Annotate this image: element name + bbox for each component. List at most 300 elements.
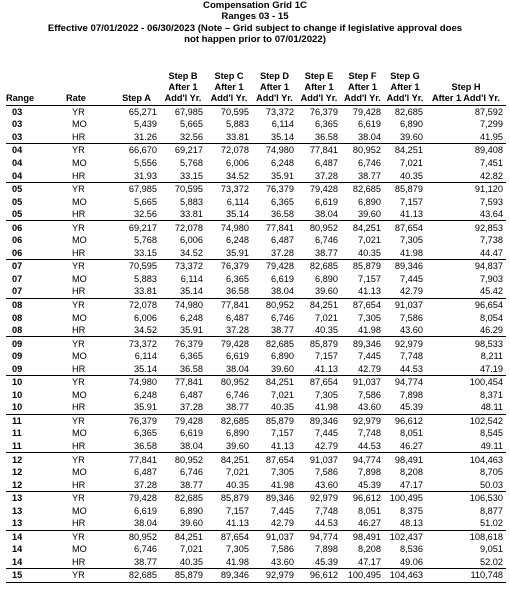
column-header-sublabel: After 1 Add'l Yr. (386, 82, 424, 104)
step-value-cell: 33.15 (113, 247, 160, 260)
step-value-cell: 7,305 (226, 544, 249, 555)
rate-cell: YR (72, 377, 85, 388)
step-value-cell: 41.98 (206, 556, 252, 569)
range-cell: 13 (12, 505, 23, 516)
step-value-cell: 7,748 (315, 505, 338, 516)
step-value-cell: 44.53 (384, 362, 426, 375)
table-row (6, 195, 506, 208)
step-value-cell: 36.58 (252, 208, 297, 221)
column-header-label: Step H (451, 82, 481, 93)
range-cell: 14 (6, 556, 66, 569)
step-value-cell: 79,428 (265, 261, 294, 272)
document-title: Compensation Grid 1C (203, 0, 307, 11)
step-value-cell: 74,980 (128, 377, 157, 388)
table-row (6, 453, 506, 466)
table-row (6, 298, 506, 311)
rate-cell: YR (72, 338, 85, 349)
step-value-cell: 43.60 (341, 401, 384, 414)
column-header-sublabel: After 1 Add'l Yr. (210, 82, 248, 104)
column-header-sublabel: After 1 Add'l Yr. (431, 93, 501, 104)
step-value-cell: 35.91 (206, 247, 252, 260)
step-value-cell: 80,952 (309, 222, 338, 233)
step-value-cell: 92,979 (394, 338, 423, 349)
step-value-cell: 65,271 (128, 106, 157, 117)
step-value-cell: 70,595 (174, 184, 203, 195)
step-value-cell: 94,774 (309, 531, 338, 542)
range-cell: 07 (12, 261, 23, 272)
table-row (6, 273, 506, 286)
step-value-cell: 69,217 (128, 222, 157, 233)
step-value-cell: 7,157 (226, 505, 249, 516)
range-cell: 12 (12, 467, 23, 478)
column-header-sublabel: After 1 Add'l Yr. (256, 82, 293, 104)
step-value-cell: 34.52 (160, 247, 206, 260)
rate-cell: HR (66, 208, 113, 221)
step-value-cell: 42.79 (297, 440, 341, 453)
step-value-cell: 82,685 (220, 415, 249, 426)
step-value-cell: 73,372 (265, 106, 294, 117)
step-value-cell: 38.04 (252, 285, 297, 298)
step-value-cell: 6,890 (315, 273, 338, 284)
rate-cell: YR (72, 415, 85, 426)
step-value-cell: 7,748 (400, 351, 423, 362)
step-value-cell: 7,593 (480, 196, 503, 207)
step-value-cell: 51.02 (426, 517, 506, 530)
step-value-cell: 73,372 (174, 261, 203, 272)
step-value-cell: 46.27 (384, 440, 426, 453)
table-row (6, 440, 506, 453)
table-row (6, 169, 506, 182)
step-value-cell: 66,670 (128, 145, 157, 156)
step-value-cell: 7,305 (400, 235, 423, 246)
step-value-cell: 77,841 (220, 299, 249, 310)
range-cell: 03 (6, 131, 66, 144)
step-value-cell: 91,037 (352, 377, 381, 388)
step-value-cell: 38.04 (206, 362, 252, 375)
step-value-cell: 92,979 (352, 415, 381, 426)
rate-cell: YR (72, 184, 85, 195)
step-value-cell: 7,586 (358, 389, 381, 400)
step-value-cell: 35.14 (252, 131, 297, 144)
step-value-cell: 36.58 (206, 285, 252, 298)
range-cell: 09 (6, 362, 66, 375)
step-value-cell: 87,654 (352, 299, 381, 310)
range-cell: 07 (12, 273, 23, 284)
table-header-row (6, 56, 506, 105)
step-value-cell: 74,980 (265, 145, 294, 156)
table-row (6, 105, 506, 118)
step-value-cell: 82,685 (113, 569, 160, 583)
step-value-cell: 85,879 (394, 184, 423, 195)
table-row (6, 504, 506, 517)
step-value-cell: 6,619 (358, 119, 381, 130)
rate-cell: YR (72, 222, 85, 233)
column-header-label: Step B (168, 70, 198, 81)
step-value-cell: 6,890 (358, 196, 381, 207)
column-header-step (252, 56, 297, 105)
step-value-cell: 8,545 (480, 428, 503, 439)
step-value-cell: 84,251 (220, 454, 249, 465)
step-value-cell: 82,685 (174, 493, 203, 504)
range-cell: 09 (12, 351, 23, 362)
table-row (6, 118, 506, 131)
step-value-cell: 9,051 (480, 544, 503, 555)
table-row (6, 389, 506, 402)
column-header-label: Step C (214, 70, 244, 81)
step-value-cell: 7,738 (480, 235, 503, 246)
step-value-cell: 45.39 (341, 478, 384, 491)
step-value-cell: 6,114 (226, 196, 249, 207)
step-value-cell: 69,217 (174, 145, 203, 156)
step-value-cell: 40.35 (297, 324, 341, 337)
range-cell: 08 (6, 324, 66, 337)
step-value-cell: 6,487 (271, 235, 294, 246)
column-header-rate (66, 56, 113, 105)
step-value-cell: 7,021 (315, 312, 338, 323)
step-value-cell: 42.82 (426, 169, 506, 182)
step-value-cell: 6,746 (358, 157, 381, 168)
rate-cell: YR (72, 299, 85, 310)
step-value-cell: 41.98 (341, 324, 384, 337)
table-row (6, 427, 506, 440)
step-value-cell: 79,428 (309, 184, 338, 195)
range-cell: 10 (12, 389, 23, 400)
step-value-cell: 41.98 (297, 401, 341, 414)
range-cell: 12 (6, 478, 66, 491)
step-value-cell: 67,985 (174, 106, 203, 117)
table-row (6, 491, 506, 504)
rate-cell: YR (72, 531, 85, 542)
rate-cell: MO (72, 505, 87, 516)
step-value-cell: 5,556 (134, 157, 157, 168)
step-value-cell: 94,837 (474, 261, 503, 272)
step-value-cell: 6,746 (134, 544, 157, 555)
step-value-cell: 100,495 (389, 493, 423, 504)
step-value-cell: 42.79 (341, 362, 384, 375)
range-cell: 15 (6, 569, 66, 583)
range-cell: 03 (12, 106, 23, 117)
range-cell: 07 (6, 285, 66, 298)
step-value-cell: 7,445 (315, 428, 338, 439)
range-cell: 14 (12, 544, 23, 555)
step-value-cell: 7,021 (400, 157, 423, 168)
rate-cell: MO (72, 389, 87, 400)
range-cell: 08 (12, 299, 23, 310)
step-value-cell: 76,379 (265, 184, 294, 195)
range-cell: 12 (12, 454, 23, 465)
step-value-cell: 100,454 (469, 377, 503, 388)
step-value-cell: 40.35 (160, 556, 206, 569)
step-value-cell: 32.56 (160, 131, 206, 144)
step-value-cell: 7,305 (271, 467, 294, 478)
step-value-cell: 37.28 (206, 324, 252, 337)
step-value-cell: 45.39 (384, 401, 426, 414)
step-value-cell: 40.35 (384, 169, 426, 182)
table-row (6, 350, 506, 363)
rate-cell: HR (66, 131, 113, 144)
step-value-cell: 96,654 (474, 299, 503, 310)
step-value-cell: 67,985 (128, 184, 157, 195)
step-value-cell: 43.60 (297, 478, 341, 491)
step-value-cell: 46.27 (341, 517, 384, 530)
step-value-cell: 8,705 (480, 467, 503, 478)
step-value-cell: 5,883 (134, 273, 157, 284)
step-value-cell: 89,408 (474, 145, 503, 156)
range-cell: 04 (12, 157, 23, 168)
step-value-cell: 96,612 (394, 415, 423, 426)
step-value-cell: 96,612 (297, 569, 341, 583)
table-row (6, 247, 506, 260)
range-cell: 03 (12, 119, 23, 130)
step-value-cell: 77,841 (309, 145, 338, 156)
table-row (6, 260, 506, 273)
step-value-cell: 33.81 (206, 131, 252, 144)
step-value-cell: 6,487 (134, 467, 157, 478)
rate-cell: MO (72, 312, 87, 323)
step-value-cell: 6,248 (180, 312, 203, 323)
step-value-cell: 6,006 (226, 157, 249, 168)
rate-cell: YR (66, 569, 113, 583)
step-value-cell: 6,006 (134, 312, 157, 323)
step-value-cell: 76,379 (220, 261, 249, 272)
step-value-cell: 80,952 (174, 454, 203, 465)
step-value-cell: 6,890 (226, 428, 249, 439)
rate-cell: MO (72, 351, 87, 362)
range-cell: 05 (12, 196, 23, 207)
step-value-cell: 79,428 (220, 338, 249, 349)
step-value-cell: 84,251 (352, 222, 381, 233)
rate-cell: HR (66, 169, 113, 182)
step-value-cell: 72,078 (174, 222, 203, 233)
table-row (6, 530, 506, 543)
step-value-cell: 7,586 (400, 312, 423, 323)
step-value-cell: 85,879 (265, 415, 294, 426)
step-value-cell: 39.60 (160, 517, 206, 530)
step-value-cell: 84,251 (265, 377, 294, 388)
range-cell: 06 (6, 247, 66, 260)
step-value-cell: 87,592 (474, 106, 503, 117)
range-cell: 06 (12, 235, 23, 246)
step-value-cell: 7,445 (271, 505, 294, 516)
step-value-cell: 100,495 (341, 569, 384, 583)
column-header-label: Rate (66, 93, 86, 104)
step-value-cell: 44.53 (341, 440, 384, 453)
step-value-cell: 104,463 (469, 454, 503, 465)
rate-cell: MO (72, 273, 87, 284)
step-value-cell: 40.35 (341, 247, 384, 260)
step-value-cell: 8,054 (480, 312, 503, 323)
rate-cell: HR (66, 324, 113, 337)
step-value-cell: 35.14 (113, 362, 160, 375)
table-row (6, 517, 506, 530)
step-value-cell: 38.77 (113, 556, 160, 569)
rate-cell: YR (72, 454, 85, 465)
step-value-cell: 38.04 (160, 440, 206, 453)
step-value-cell: 39.60 (341, 208, 384, 221)
range-cell: 08 (12, 312, 23, 323)
step-value-cell: 102,437 (389, 531, 423, 542)
column-header-step (426, 56, 506, 105)
step-value-cell: 87,654 (394, 222, 423, 233)
step-value-cell: 8,375 (400, 505, 423, 516)
step-value-cell: 8,536 (400, 544, 423, 555)
step-value-cell: 110,748 (426, 569, 506, 583)
step-value-cell: 82,685 (352, 184, 381, 195)
step-value-cell: 6,890 (271, 351, 294, 362)
step-value-cell: 6,365 (315, 119, 338, 130)
step-value-cell: 5,883 (180, 196, 203, 207)
step-value-cell: 7,305 (315, 389, 338, 400)
step-value-cell: 82,685 (309, 261, 338, 272)
step-value-cell: 6,746 (180, 467, 203, 478)
step-value-cell: 37.28 (113, 478, 160, 491)
step-value-cell: 6,746 (315, 235, 338, 246)
column-header-step (384, 56, 426, 105)
table-row (6, 208, 506, 221)
step-value-cell: 40.35 (206, 478, 252, 491)
step-value-cell: 76,379 (309, 106, 338, 117)
step-value-cell: 38.04 (113, 517, 160, 530)
rate-cell: HR (66, 478, 113, 491)
step-value-cell: 7,157 (358, 273, 381, 284)
step-value-cell: 8,877 (480, 505, 503, 516)
step-value-cell: 7,021 (226, 467, 249, 478)
step-value-cell: 7,586 (271, 544, 294, 555)
step-value-cell: 82,685 (394, 106, 423, 117)
step-value-cell: 7,898 (358, 467, 381, 478)
step-value-cell: 6,365 (134, 428, 157, 439)
step-value-cell: 94,774 (394, 377, 423, 388)
step-value-cell: 6,114 (180, 273, 203, 284)
table-row (6, 543, 506, 556)
step-value-cell: 6,619 (315, 196, 338, 207)
step-value-cell: 7,898 (400, 389, 423, 400)
step-value-cell: 76,379 (174, 338, 203, 349)
rate-cell: MO (72, 235, 87, 246)
step-value-cell: 6,248 (271, 157, 294, 168)
step-value-cell: 76,379 (128, 415, 157, 426)
step-value-cell: 8,051 (400, 428, 423, 439)
step-value-cell: 6,746 (271, 312, 294, 323)
column-header-step (341, 56, 384, 105)
step-value-cell: 7,299 (480, 119, 503, 130)
step-value-cell: 6,365 (226, 273, 249, 284)
step-value-cell: 6,619 (226, 351, 249, 362)
column-header-sublabel: After 1 Add'l Yr. (164, 82, 202, 104)
rate-cell: MO (72, 157, 87, 168)
step-value-cell: 41.13 (384, 208, 426, 221)
step-value-cell: 6,487 (226, 312, 249, 323)
step-value-cell: 89,346 (265, 493, 294, 504)
step-value-cell: 35.14 (206, 208, 252, 221)
step-value-cell: 37.28 (297, 169, 341, 182)
rate-cell: HR (66, 440, 113, 453)
table-row (6, 362, 506, 375)
step-value-cell: 43.60 (252, 556, 297, 569)
range-cell: 04 (12, 145, 23, 156)
range-cell: 14 (12, 531, 23, 542)
rate-cell: YR (72, 145, 85, 156)
rate-cell: HR (66, 247, 113, 260)
column-header-label: Range (6, 93, 35, 104)
step-value-cell: 77,841 (265, 222, 294, 233)
column-header-step (297, 56, 341, 105)
step-value-cell: 91,037 (394, 299, 423, 310)
step-value-cell: 5,439 (134, 119, 157, 130)
step-value-cell: 49.06 (384, 556, 426, 569)
step-value-cell: 80,952 (128, 531, 157, 542)
step-value-cell: 6,619 (271, 273, 294, 284)
table-row (6, 311, 506, 324)
column-header-label: Step E (304, 70, 334, 81)
step-value-cell: 85,879 (160, 569, 206, 583)
step-value-cell: 32.56 (113, 208, 160, 221)
step-value-cell: 5,768 (134, 235, 157, 246)
range-cell: 05 (6, 208, 66, 221)
step-value-cell: 87,654 (309, 377, 338, 388)
step-value-cell: 38.04 (341, 131, 384, 144)
step-value-cell: 47.19 (426, 362, 506, 375)
step-value-cell: 89,346 (206, 569, 252, 583)
step-value-cell: 6,619 (180, 428, 203, 439)
step-value-cell: 89,346 (352, 338, 381, 349)
step-value-cell: 104,463 (384, 569, 426, 583)
step-value-cell: 48.13 (384, 517, 426, 530)
step-value-cell: 43.60 (384, 324, 426, 337)
column-header-sublabel: After 1 Add'l Yr. (344, 82, 381, 104)
table-body (6, 105, 506, 582)
step-value-cell: 70,595 (220, 106, 249, 117)
step-value-cell: 6,248 (226, 235, 249, 246)
table-row (6, 285, 506, 298)
step-value-cell: 74,980 (220, 222, 249, 233)
table-row (6, 401, 506, 414)
table-row (6, 157, 506, 170)
step-value-cell: 39.60 (252, 362, 297, 375)
table-row (6, 234, 506, 247)
step-value-cell: 77,841 (128, 454, 157, 465)
step-value-cell: 36.58 (297, 131, 341, 144)
step-value-cell: 7,451 (480, 157, 503, 168)
step-value-cell: 7,157 (315, 351, 338, 362)
step-value-cell: 33.15 (160, 169, 206, 182)
step-value-cell: 41.95 (426, 131, 506, 144)
step-value-cell: 50.03 (426, 478, 506, 491)
step-value-cell: 7,305 (358, 312, 381, 323)
step-value-cell: 6,890 (400, 119, 423, 130)
step-value-cell: 33.81 (160, 208, 206, 221)
step-value-cell: 38.77 (252, 324, 297, 337)
step-value-cell: 47.17 (341, 556, 384, 569)
step-value-cell: 6,487 (315, 157, 338, 168)
step-value-cell: 80,952 (352, 145, 381, 156)
step-value-cell: 6,006 (180, 235, 203, 246)
column-header-range (6, 56, 66, 105)
step-value-cell: 7,748 (358, 428, 381, 439)
step-value-cell: 5,768 (180, 157, 203, 168)
step-value-cell: 7,021 (180, 544, 203, 555)
step-value-cell: 74,980 (174, 299, 203, 310)
step-value-cell: 44.47 (426, 247, 506, 260)
step-value-cell: 45.39 (297, 556, 341, 569)
step-value-cell: 38.77 (297, 247, 341, 260)
step-value-cell: 91,037 (309, 454, 338, 465)
step-value-cell: 92,979 (309, 493, 338, 504)
step-value-cell: 31.26 (113, 131, 160, 144)
step-value-cell: 38.04 (297, 208, 341, 221)
range-cell: 06 (12, 222, 23, 233)
step-value-cell: 73,372 (128, 338, 157, 349)
